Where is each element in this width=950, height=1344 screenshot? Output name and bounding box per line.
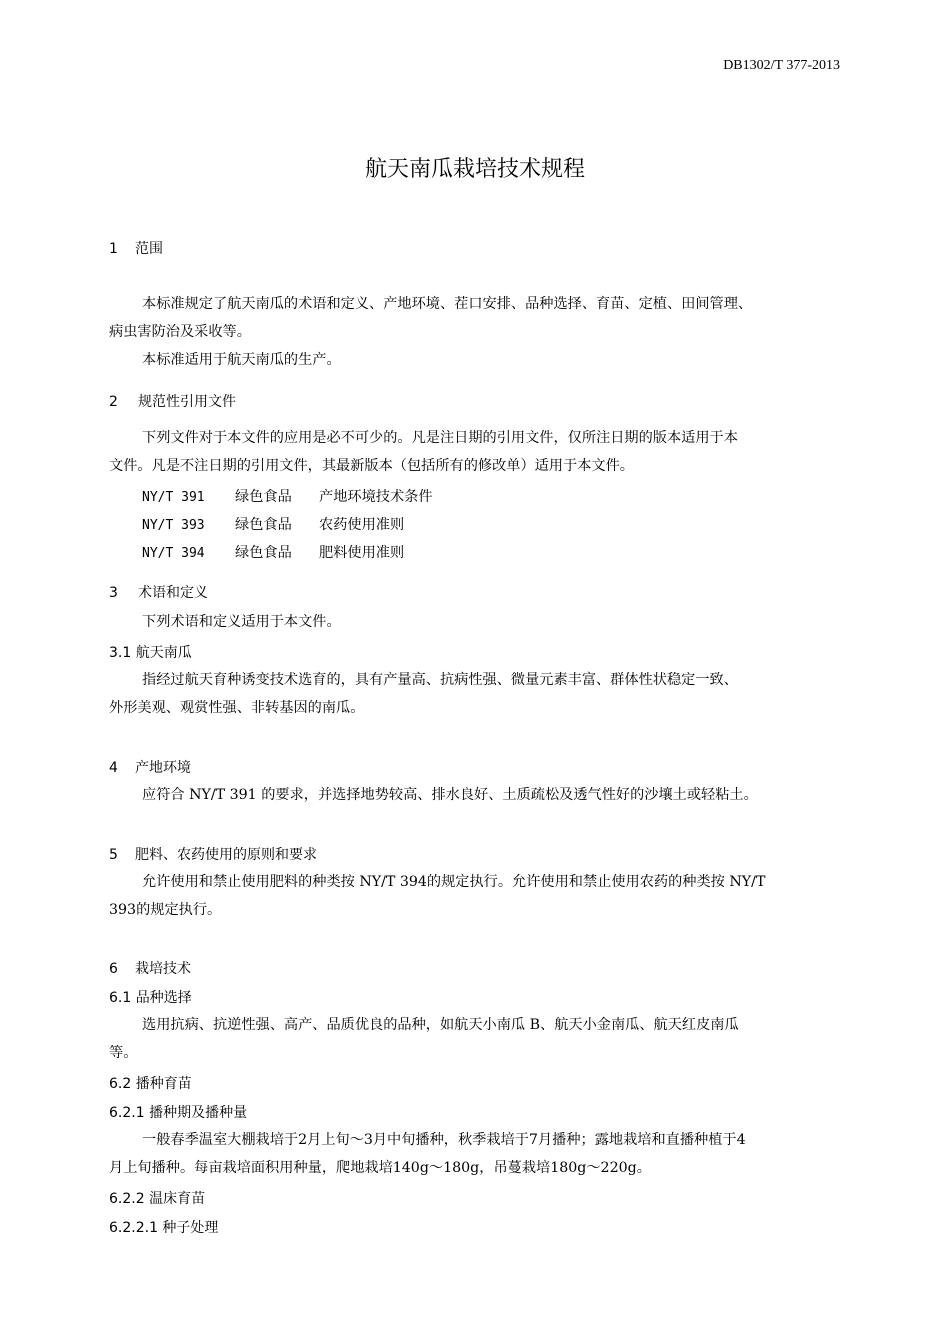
document-code: DB1302/T 377-2013 bbox=[723, 58, 840, 73]
section-6-2-2-1-heading: 6.2.2.1 种子处理 bbox=[109, 1220, 219, 1236]
paragraph-line: 选用抗病、抗逆性强、高产、品质优良的品种，如航天小南瓜 B、航天小金南瓜、航天红皮南瓜 bbox=[142, 1017, 739, 1033]
section-2-heading bbox=[109, 391, 236, 411]
reference-title: 农药使用准则 bbox=[319, 517, 405, 533]
paragraph-line: 应符合 NY/T 391 的要求，并选择地势较高、排水良好、土质疏松及透气性好的沙壤土或轻粘土。 bbox=[142, 787, 758, 803]
reference-item bbox=[142, 486, 433, 506]
section-6-2-heading: 6.2 播种育苗 bbox=[109, 1076, 192, 1092]
section-3-heading bbox=[109, 582, 208, 602]
section-title: 产地环境 bbox=[135, 760, 191, 776]
section-4-heading bbox=[109, 757, 191, 777]
reference-item bbox=[142, 514, 404, 534]
paragraph-line: 文件。凡是不注日期的引用文件，其最新版本（包括所有的修改单）适用于本文件。 bbox=[109, 458, 634, 474]
section-5-paragraph bbox=[109, 868, 841, 924]
section-title: 肥料、农药使用的原则和要求 bbox=[135, 847, 317, 863]
paragraph-line: 月上旬播种。每亩栽培面积用种量，爬地栽培140g～180g，吊蔓栽培180g～220g。 bbox=[109, 1160, 651, 1176]
paragraph-line: 等。 bbox=[109, 1045, 138, 1061]
section-title: 栽培技术 bbox=[135, 961, 191, 977]
reference-title: 肥料使用准则 bbox=[319, 545, 405, 561]
section-number: 3 bbox=[109, 585, 118, 601]
section-1-paragraph-2 bbox=[109, 346, 841, 374]
paragraph-line: 外形美观、观赏性强、非转基因的南瓜。 bbox=[109, 700, 365, 716]
section-6-heading bbox=[109, 958, 191, 978]
paragraph-line: 一般春季温室大棚栽培于2月上旬～3月中旬播种，秋季栽培于7月播种；露地栽培和直播种植于4 bbox=[142, 1132, 746, 1148]
section-6-2-2-heading: 6.2.2 温床育苗 bbox=[109, 1191, 206, 1207]
section-6-1-paragraph bbox=[109, 1011, 841, 1067]
section-3-1-paragraph bbox=[109, 666, 841, 722]
page-title: 航天南瓜栽培技术规程 bbox=[364, 157, 585, 182]
paragraph-line: 本标准适用于航天南瓜的生产。 bbox=[142, 352, 341, 368]
section-number: 5 bbox=[109, 847, 118, 863]
section-number: 1 bbox=[109, 241, 118, 257]
reference-category: 绿色食品 bbox=[235, 517, 292, 533]
reference-code: NY/T 394 bbox=[142, 546, 205, 561]
section-2-paragraph-1 bbox=[109, 424, 841, 480]
section-title: 术语和定义 bbox=[138, 585, 208, 601]
section-5-heading bbox=[109, 844, 317, 864]
section-title: 范围 bbox=[135, 241, 163, 257]
section-number: 4 bbox=[109, 760, 118, 776]
section-3-paragraph-1 bbox=[109, 608, 841, 636]
section-3-1-heading: 3.1 航天南瓜 bbox=[109, 645, 192, 661]
paragraph-line: 本标准规定了航天南瓜的术语和定义、产地环境、茬口安排、品种选择、育苗、定植、田间管理、 bbox=[142, 296, 753, 312]
paragraph-line: 允许使用和禁止使用肥料的种类按 NY/T 394的规定执行。允许使用和禁止使用农药的种类按 NY/T bbox=[142, 874, 766, 890]
section-6-1-heading: 6.1 品种选择 bbox=[109, 990, 192, 1006]
section-1-paragraph-1 bbox=[109, 290, 841, 346]
section-6-2-1-heading: 6.2.1 播种期及播种量 bbox=[109, 1105, 248, 1121]
section-6-2-1-paragraph bbox=[109, 1126, 841, 1182]
section-4-paragraph bbox=[109, 781, 841, 809]
paragraph-line: 病虫害防治及采收等。 bbox=[109, 324, 251, 340]
reference-category: 绿色食品 bbox=[235, 545, 292, 561]
paragraph-line: 393的规定执行。 bbox=[109, 902, 222, 918]
paragraph-line: 下列文件对于本文件的应用是必不可少的。凡是注日期的引用文件，仅所注日期的版本适用于本 bbox=[142, 430, 738, 446]
reference-category: 绿色食品 bbox=[235, 489, 292, 505]
reference-code: NY/T 391 bbox=[142, 490, 205, 505]
section-number: 6 bbox=[109, 961, 118, 977]
paragraph-line: 指经过航天育种诱变技术选育的，具有产量高、抗病性强、微量元素丰富、群体性状稳定一致、 bbox=[142, 672, 738, 688]
section-1-heading bbox=[109, 238, 163, 258]
reference-title: 产地环境技术条件 bbox=[319, 489, 433, 505]
reference-item bbox=[142, 542, 404, 562]
section-title: 规范性引用文件 bbox=[138, 394, 236, 410]
section-number: 2 bbox=[109, 394, 118, 410]
reference-code: NY/T 393 bbox=[142, 518, 205, 533]
paragraph-line: 下列术语和定义适用于本文件。 bbox=[142, 614, 341, 630]
